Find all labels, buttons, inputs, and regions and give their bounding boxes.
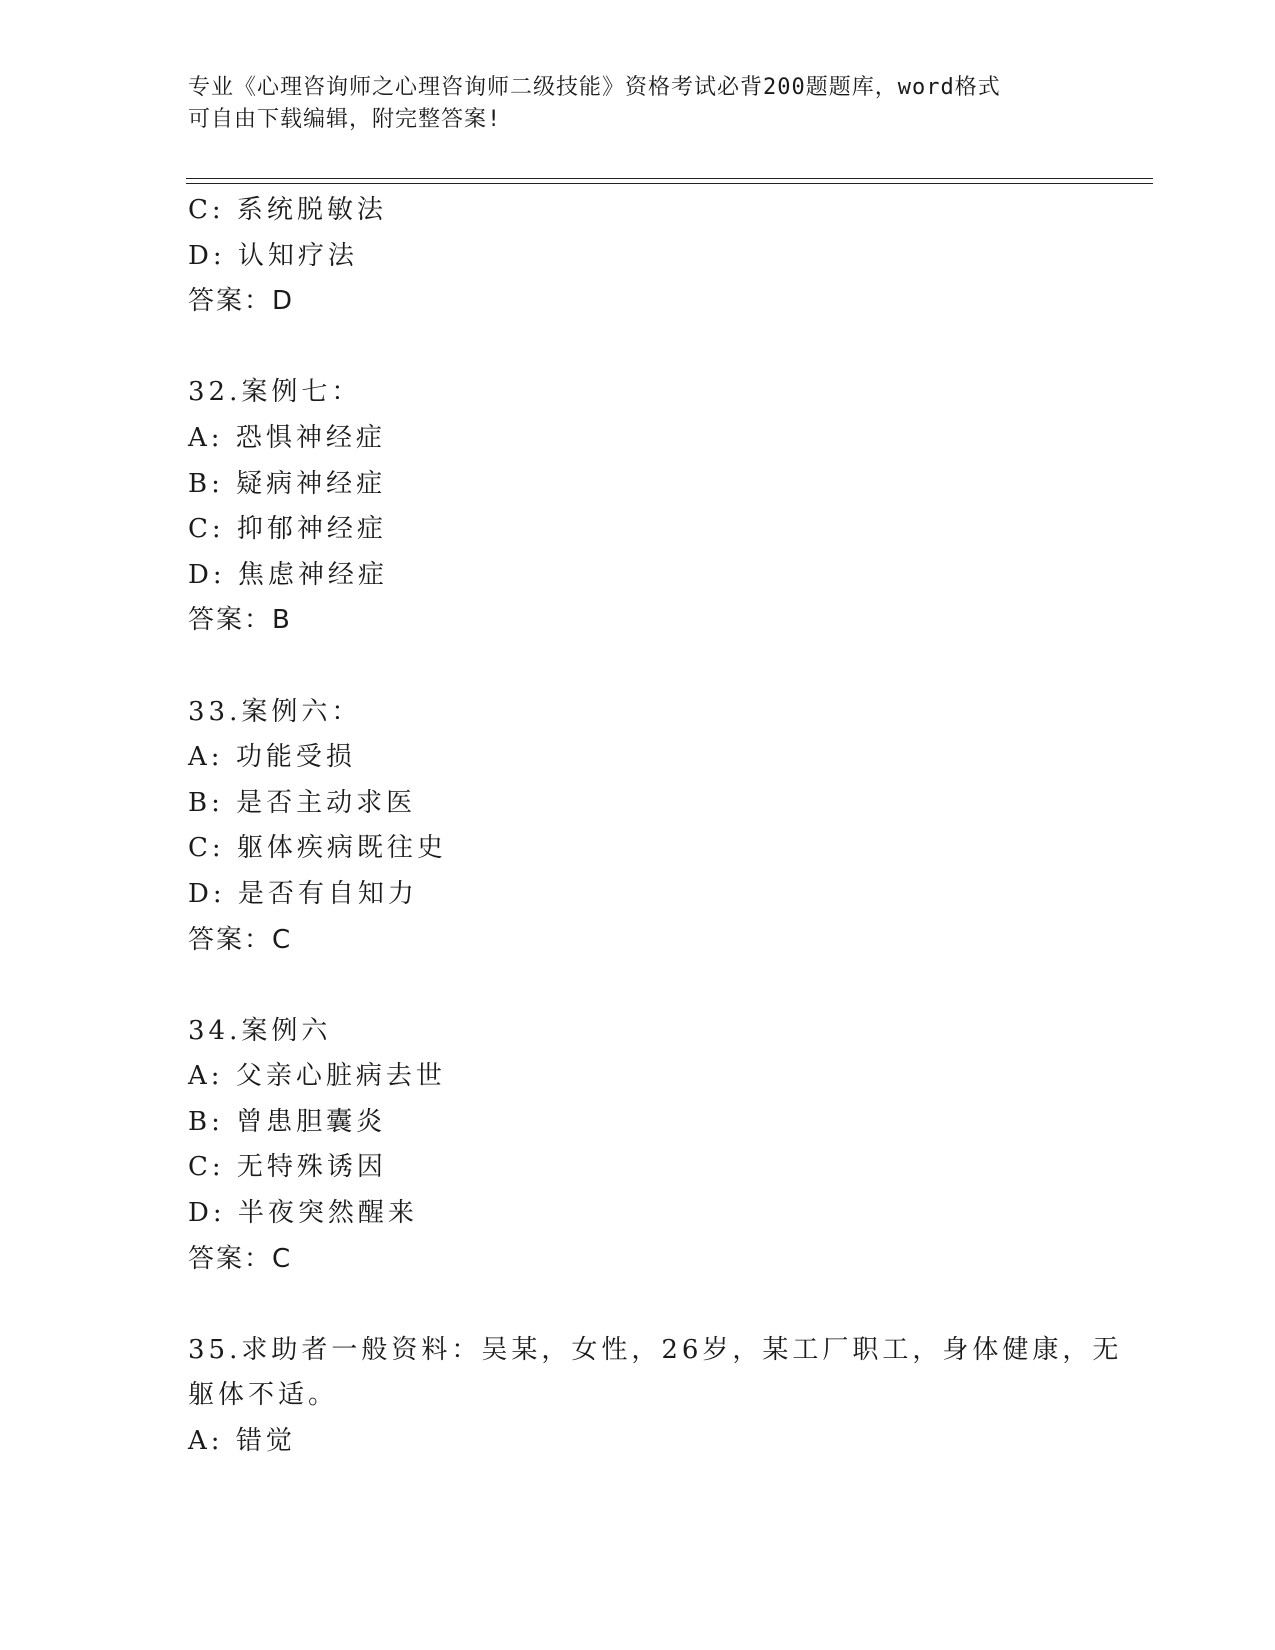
question-fragment xyxy=(188,188,1138,325)
option-text: 抑郁神经症 xyxy=(236,514,387,545)
question-list xyxy=(188,188,1138,1465)
document-header xyxy=(188,72,1088,136)
option-text: 是否有自知力 xyxy=(237,878,418,909)
answer-line: 答案：B xyxy=(188,605,292,636)
option-label: B: xyxy=(188,1106,224,1137)
question-32 xyxy=(188,370,1138,644)
option-label: A: xyxy=(188,742,224,773)
option-label: D: xyxy=(188,559,226,590)
option-d xyxy=(188,553,1138,599)
option-a xyxy=(188,1419,1138,1465)
question-stem-line-1: 35.求助者一般资料：吴某，女性，26岁，某工厂职工，身体健康，无 xyxy=(188,1334,1123,1365)
option-text: 是否主动求医 xyxy=(236,787,417,818)
option-a xyxy=(188,735,1138,781)
option-b xyxy=(188,1100,1138,1146)
option-b xyxy=(188,462,1138,508)
option-b xyxy=(188,781,1138,827)
option-text: 无特殊诱因 xyxy=(236,1152,387,1183)
answer-line: 答案：D xyxy=(188,286,295,317)
option-label: A: xyxy=(188,1426,224,1457)
answer-line: 答案：C xyxy=(188,1243,293,1274)
option-text: 曾患胆囊炎 xyxy=(236,1106,387,1137)
spacer xyxy=(188,325,1138,371)
question-34 xyxy=(188,1009,1138,1283)
option-text: 焦虑神经症 xyxy=(237,559,388,590)
question-33 xyxy=(188,690,1138,964)
option-a xyxy=(188,416,1138,462)
option-label: C: xyxy=(188,514,225,545)
option-c xyxy=(188,1145,1138,1191)
option-label: A: xyxy=(188,422,224,453)
option-text: 错觉 xyxy=(235,1426,296,1457)
option-label: C: xyxy=(188,833,225,864)
option-label: B: xyxy=(188,468,224,499)
header-title-line-2: 可自由下载编辑，附完整答案! xyxy=(188,107,502,132)
option-c xyxy=(188,826,1138,872)
option-text: 功能受损 xyxy=(235,742,356,773)
option-text: 恐惧神经症 xyxy=(235,422,386,453)
header-divider-top xyxy=(186,178,1153,179)
option-c xyxy=(188,188,1138,234)
option-text: 半夜突然醒来 xyxy=(237,1198,418,1229)
option-d xyxy=(188,872,1138,918)
option-label: D: xyxy=(188,878,226,909)
header-divider-bottom xyxy=(186,183,1153,184)
option-c xyxy=(188,507,1138,553)
option-text: 躯体疾病既往史 xyxy=(236,833,447,864)
option-label: B: xyxy=(188,787,224,818)
option-text: 父亲心脏病去世 xyxy=(235,1061,446,1092)
option-label: C: xyxy=(188,1152,225,1183)
option-label: D: xyxy=(188,1198,226,1229)
option-d xyxy=(188,234,1138,280)
option-d xyxy=(188,1191,1138,1237)
option-text: 系统脱敏法 xyxy=(236,195,387,225)
option-text: 疑病神经症 xyxy=(236,468,387,499)
spacer xyxy=(188,963,1138,1009)
answer-line: 答案：C xyxy=(188,924,293,955)
spacer xyxy=(188,644,1138,690)
option-label: C: xyxy=(188,195,225,225)
question-stem-line-2: 躯体不适。 xyxy=(188,1380,339,1411)
question-stem: 34.案例六 xyxy=(188,1015,332,1046)
option-label: A: xyxy=(188,1061,224,1092)
option-text: 认知疗法 xyxy=(237,240,358,271)
option-label: D: xyxy=(188,240,226,271)
option-a xyxy=(188,1054,1138,1100)
spacer xyxy=(188,1282,1138,1328)
question-stem: 32.案例七： xyxy=(188,377,362,408)
question-35 xyxy=(188,1328,1138,1465)
question-stem: 33.案例六： xyxy=(188,696,362,727)
header-title-line-1: 专业《心理咨询师之心理咨询师二级技能》资格考试必背200题题库，word格式 xyxy=(188,75,1001,100)
